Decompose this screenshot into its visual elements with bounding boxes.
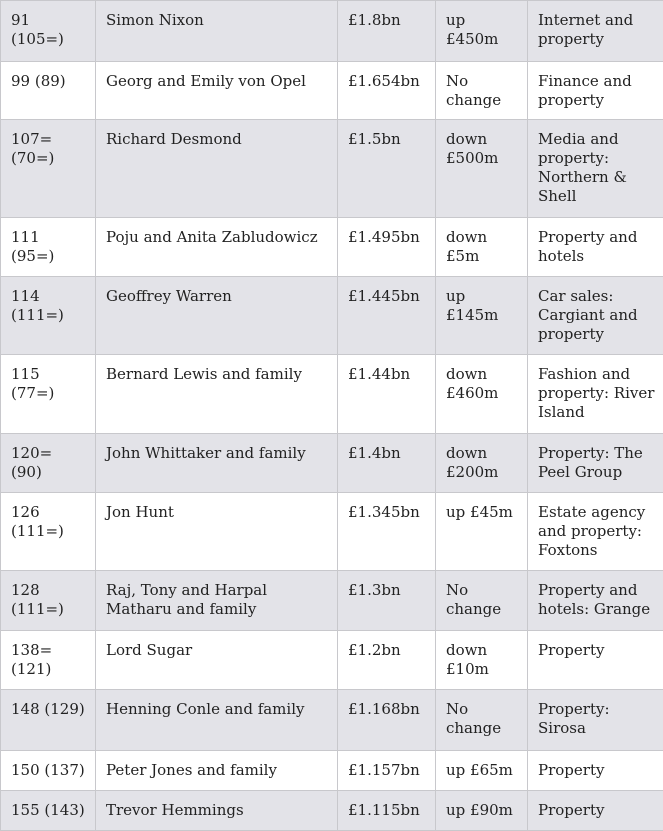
table-row	[1, 631, 663, 690]
name-cell: Henning Conle and family	[96, 690, 338, 751]
source-cell: Finance and property	[528, 62, 663, 120]
change-cell: up £450m	[436, 1, 528, 62]
change-cell: No change	[436, 690, 528, 751]
source-cell: Car sales: Cargiant and property	[528, 277, 663, 355]
name-cell: Raj, Tony and Harpal Matharu and family	[96, 571, 338, 631]
source-cell: Estate agency and property: Foxtons	[528, 493, 663, 571]
table-row	[1, 751, 663, 791]
source-cell: Property	[528, 751, 663, 791]
rank-cell: 99 (89)	[1, 62, 96, 120]
wealth-cell: £1.445bn	[338, 277, 436, 355]
name-cell: Peter Jones and family	[96, 751, 338, 791]
wealth-cell: £1.2bn	[338, 631, 436, 690]
name-cell: Poju and Anita Zabludowicz	[96, 218, 338, 277]
rank-cell: 91 (105=)	[1, 1, 96, 62]
rank-cell: 150 (137)	[1, 751, 96, 791]
wealth-cell: £1.5bn	[338, 120, 436, 218]
name-cell: Bernard Lewis and family	[96, 355, 338, 434]
source-cell: Internet and property	[528, 1, 663, 62]
change-cell: down £460m	[436, 355, 528, 434]
table-row	[1, 62, 663, 120]
wealth-cell: £1.345bn	[338, 493, 436, 571]
name-cell: Lord Sugar	[96, 631, 338, 690]
rank-cell: 148 (129)	[1, 690, 96, 751]
rank-cell: 138= (121)	[1, 631, 96, 690]
table-row	[1, 571, 663, 631]
table-row	[1, 791, 663, 831]
change-cell: down £200m	[436, 434, 528, 493]
change-cell: No change	[436, 571, 528, 631]
wealth-cell: £1.44bn	[338, 355, 436, 434]
source-cell: Media and property: Northern & Shell	[528, 120, 663, 218]
source-cell: Fashion and property: River Island	[528, 355, 663, 434]
name-cell: Geoffrey Warren	[96, 277, 338, 355]
change-cell: up £45m	[436, 493, 528, 571]
source-cell: Property and hotels	[528, 218, 663, 277]
wealth-cell: £1.115bn	[338, 791, 436, 831]
name-cell: Jon Hunt	[96, 493, 338, 571]
table-row	[1, 218, 663, 277]
change-cell: down £10m	[436, 631, 528, 690]
wealth-cell: £1.8bn	[338, 1, 436, 62]
table-row	[1, 690, 663, 751]
source-cell: Property: Sirosa	[528, 690, 663, 751]
wealth-cell: £1.168bn	[338, 690, 436, 751]
rank-cell: 111 (95=)	[1, 218, 96, 277]
rank-cell: 107= (70=)	[1, 120, 96, 218]
rank-cell: 115 (77=)	[1, 355, 96, 434]
rank-cell: 120= (90)	[1, 434, 96, 493]
source-cell: Property and hotels: Grange	[528, 571, 663, 631]
name-cell: Simon Nixon	[96, 1, 338, 62]
table-row	[1, 434, 663, 493]
change-cell: down £500m	[436, 120, 528, 218]
table-row	[1, 277, 663, 355]
change-cell: up £145m	[436, 277, 528, 355]
source-cell: Property	[528, 791, 663, 831]
name-cell: Trevor Hemmings	[96, 791, 338, 831]
name-cell: Georg and Emily von Opel	[96, 62, 338, 120]
change-cell: down £5m	[436, 218, 528, 277]
table-row	[1, 1, 663, 62]
rank-cell: 128 (111=)	[1, 571, 96, 631]
wealth-cell: £1.4bn	[338, 434, 436, 493]
source-cell: Property: The Peel Group	[528, 434, 663, 493]
table-row	[1, 493, 663, 571]
wealth-cell: £1.3bn	[338, 571, 436, 631]
source-cell: Property	[528, 631, 663, 690]
change-cell: No change	[436, 62, 528, 120]
table-row	[1, 355, 663, 434]
change-cell: up £65m	[436, 751, 528, 791]
wealth-cell: £1.654bn	[338, 62, 436, 120]
rank-cell: 155 (143)	[1, 791, 96, 831]
rank-cell: 126 (111=)	[1, 493, 96, 571]
change-cell: up £90m	[436, 791, 528, 831]
wealth-cell: £1.495bn	[338, 218, 436, 277]
wealth-cell: £1.157bn	[338, 751, 436, 791]
name-cell: John Whittaker and family	[96, 434, 338, 493]
name-cell: Richard Desmond	[96, 120, 338, 218]
rank-cell: 114 (111=)	[1, 277, 96, 355]
table-row	[1, 120, 663, 218]
